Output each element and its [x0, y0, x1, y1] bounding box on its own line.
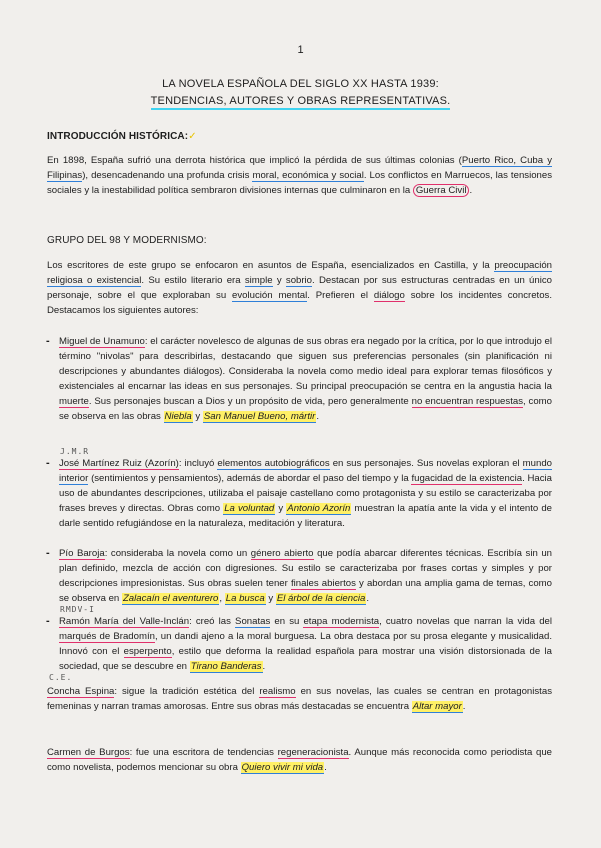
text-run: . — [462, 701, 466, 712]
bullet-dash: - — [46, 335, 50, 347]
text-run: : incluyó — [178, 458, 218, 469]
handwritten-note-jmr: J.M.R — [60, 447, 90, 456]
text-run: . Hacia uso de abundantes descripciones, utilizaba el paisaje castellano como protagonista y su estilo se caracterizaba por frases breves y directas. Obras como — [59, 473, 553, 514]
text-run: que podía abarcar diferentes técnicas. Escribía sin un plan definido, mezcla de acción con digresiones. Su estilo se caracterizaba por frases cortas y simples y por descripciones impresionistas. Sus obras suelen tener — [59, 548, 553, 589]
text-run: y abordan una amplia gama de temas, como se observa en — [59, 578, 552, 604]
bullet-dash: - — [46, 615, 50, 627]
work-title: El árbol de la ciencia — [276, 593, 366, 604]
text-run: y — [192, 411, 203, 422]
text-run: En 1898, España sufrió una derrota histórica que implicó la pérdida de sus últimas colonias ( — [47, 155, 462, 166]
text-run: en sus personajes. Sus novelas exploran el — [329, 458, 523, 469]
author-name: Ramón María del Valle-Inclán — [59, 616, 190, 627]
author-name: Concha Espina — [47, 686, 115, 697]
work-title: Tirano Banderas — [190, 661, 262, 672]
text-run: : creó las — [189, 616, 236, 627]
author-concha-espina-text — [47, 684, 552, 714]
author-name: José Martínez Ruiz (Azorín) — [59, 458, 179, 469]
sobrio-underline: sobrio — [285, 275, 313, 286]
no-respuestas-underline: no encuentran respuestas — [411, 396, 523, 407]
document-title — [0, 76, 601, 110]
preocupacion-underline: preocupación religiosa o existencial — [47, 260, 552, 286]
text-run: : consideraba la novela como un — [104, 548, 251, 559]
text-run: . — [469, 185, 473, 196]
intro-paragraph — [47, 153, 552, 198]
author-name: Carmen de Burgos — [47, 747, 130, 758]
group98-heading: GRUPO DEL 98 Y MODERNISMO: — [47, 235, 207, 246]
marques-underline: marqués de Bradomín — [59, 631, 155, 642]
crisis-underline: moral, económica y social — [252, 170, 364, 181]
work-title: Altar mayor — [412, 701, 462, 712]
text-run: y — [275, 503, 287, 514]
group98-paragraph — [47, 258, 552, 318]
simple-underline: simple — [244, 275, 273, 286]
handwritten-note-ce: C.E. — [49, 673, 73, 682]
text-run: en sus novelas, las cuales se centran en protagonistas femeninas y narran tramas amorosas. Entre sus obras más destacadas se encuentra — [47, 686, 552, 712]
bullet-dash: - — [46, 457, 50, 469]
text-run: Los escritores de este grupo se enfocaron en asuntos de España, esencializados en Castilla, y la — [47, 260, 495, 271]
text-run: . — [366, 593, 370, 604]
author-valle-inclan — [47, 614, 552, 674]
text-run: : el carácter novelesco de algunas de sus obras era negado por la crítica, por lo que introdujo el término "nivolas" para describirlas, destacando que siguen sus preferencias personales (sin planificación ni descripciones y abundantes diálogos). Consideraba la novela como medio ideal para explorar temas filosóficos y existenciales al encarnar las ideas en sus personajes. Su principal preocupación se centra en la angustia hacia la — [59, 336, 552, 392]
finales-underline: finales abiertos — [290, 578, 356, 589]
text-run: : fue una escritora de tendencias — [129, 747, 278, 758]
author-unamuno-text — [59, 334, 552, 424]
text-run: muestran la apatía ante la vida y el intento de darle sentido refugiándose en la naturaleza, meditación y literatura. — [59, 503, 553, 529]
title-line-2: TENDENCIAS, AUTORES Y OBRAS REPRESENTATIVAS. — [151, 95, 451, 110]
muerte-underline: muerte — [59, 396, 89, 407]
elementos-underline: elementos autobiográficos — [217, 458, 330, 469]
mundo-underline: mundo interior — [59, 458, 552, 484]
sonatas-underline: Sonatas — [235, 616, 271, 627]
genero-underline: género abierto — [250, 548, 314, 559]
bullet-dash: - — [46, 547, 50, 559]
text-run: en su — [270, 616, 304, 627]
work-title: Niebla — [164, 411, 192, 422]
page-number: 1 — [297, 44, 304, 56]
text-run: ), desencadenando una profunda crisis — [82, 170, 253, 181]
text-run: sobre los incidentes concretos. Destacamos los siguientes autores: — [47, 290, 553, 316]
author-valle-inclan-text — [59, 614, 552, 674]
text-run: : sigue la tradición estética del — [114, 686, 260, 697]
author-baroja-text — [59, 546, 552, 606]
text-run: y — [272, 275, 286, 286]
text-run: , estilo que deforma la realidad española para mostrar una visión distorsionada de la sociedad, que se descubre en — [59, 646, 552, 672]
author-baroja — [47, 546, 552, 606]
text-run: y — [265, 593, 276, 604]
etapa-underline: etapa modernista — [303, 616, 380, 627]
text-run: . — [324, 762, 327, 773]
author-name: Miguel de Unamuno — [59, 336, 145, 347]
author-unamuno — [47, 334, 552, 424]
work-title: Zalacaín el aventurero — [122, 593, 219, 604]
text-run: . — [262, 661, 266, 672]
author-carmen-de-burgos-text — [47, 745, 552, 775]
text-run: . Los conflictos en Marruecos, las tensiones sociales y la inestabilidad política sembraron divisiones internas que culminaron en la — [47, 170, 553, 196]
text-run: , como se observa en las obras — [59, 396, 553, 422]
author-carmen-de-burgos — [47, 745, 552, 775]
author-azorin-text — [59, 456, 552, 531]
esperpento-underline: esperpento — [123, 646, 172, 657]
work-title: La busca — [225, 593, 265, 604]
evolucion-underline: evolución mental — [232, 290, 308, 301]
text-run: . Destacan por sus estructuras centradas en un único personaje, sobre el que exploraban su — [47, 275, 552, 301]
text-run: , — [219, 593, 225, 604]
text-run: . Sus personajes buscan a Dios y un propósito de vida, pero generalmente — [88, 396, 412, 407]
regeneracionista-underline: regeneracionista — [277, 747, 349, 758]
guerra-civil-circled: Guerra Civil — [413, 184, 470, 197]
text-run: , cuatro novelas que narran la vida del — [379, 616, 552, 627]
author-name: Pío Baroja — [59, 548, 105, 559]
dialogo-underline: diálogo — [373, 290, 405, 301]
intro-heading — [47, 131, 197, 142]
author-concha-espina — [47, 684, 552, 714]
pen-mark-icon: ✓ — [188, 131, 197, 142]
text-run: . Aunque más reconocida como periodista que como novelista, podemos mencionar su obra — [47, 747, 552, 773]
fugacidad-underline: fugacidad de la existencia — [411, 473, 523, 484]
colonies-underline: Puerto Rico, Cuba y Filipinas — [47, 155, 552, 181]
intro-heading-text: INTRODUCCIÓN HISTÓRICA: — [47, 131, 189, 142]
text-run: , un dandi ajeno a la moral burguesa. La obra destaca por su prosa elegante y musicalidad. Innovó con el — [59, 631, 552, 657]
work-title: La voluntad — [224, 503, 275, 514]
realismo-underline: realismo — [259, 686, 296, 697]
text-run: . — [316, 411, 319, 422]
text-run: . Prefieren el — [307, 290, 374, 301]
work-title: Quiero vivir mi vida — [241, 762, 324, 773]
title-line-1: LA NOVELA ESPAÑOLA DEL SIGLO XX HASTA 1939: — [162, 78, 439, 90]
text-run: (sentimientos y pensamientos), además de abordar el paso del tiempo y la — [88, 473, 412, 484]
work-title: Antonio Azorín — [287, 503, 351, 514]
handwritten-note-rmdvi: RMDV-I — [60, 605, 95, 614]
work-title: San Manuel Bueno, mártir — [203, 411, 316, 422]
author-azorin — [47, 456, 552, 531]
text-run: . Su estilo literario era — [141, 275, 245, 286]
